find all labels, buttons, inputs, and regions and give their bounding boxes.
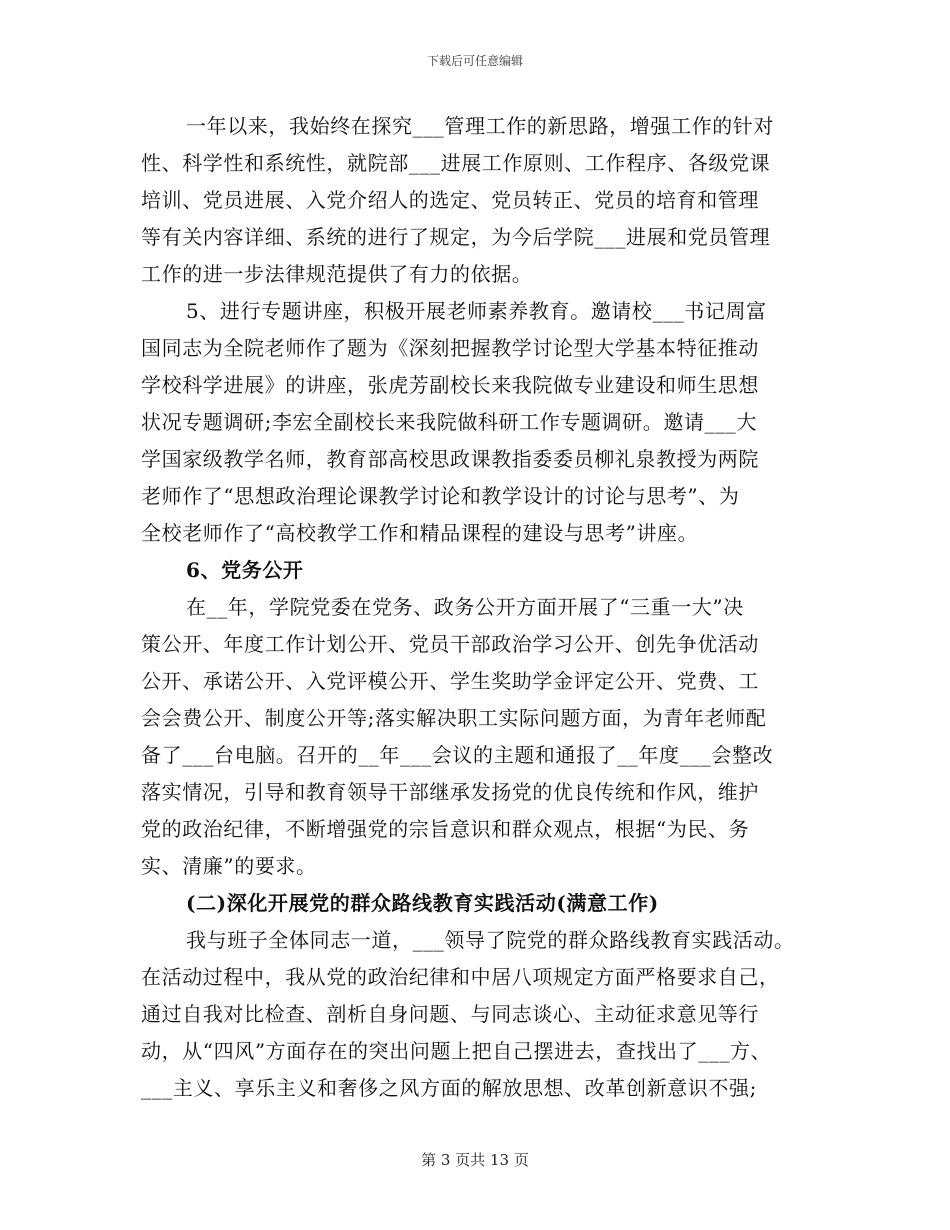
body-line: 动，从“四风”方面存在的突出问题上把自己摆进去，查找出了___方、 [141, 1039, 772, 1063]
body-line: 培训、党员进展、入党介绍人的选定、党员转正、党员的培育和管理 [141, 188, 759, 212]
body-line: ___主义、享乐主义和奢侈之风方面的解放思想、改革创新意识不强; [141, 1076, 757, 1100]
body-line: 状况专题调研;李宏全副校长来我院做科研工作专题调研。邀请___大 [141, 410, 757, 434]
body-line: 一年以来，我始终在探究___管理工作的新思路，增强工作的针对 [186, 114, 774, 138]
body-line: 策公开、年度工作计划公开、党员干部政治学习公开、创先争优活动 [141, 632, 759, 656]
body-line: 学国家级教学名师，教育部高校思政课教指委委员柳礼泉教授为两院 [141, 447, 759, 471]
body-line: 在活动过程中，我从党的政治纪律和中居八项规定方面严格要求自己， [141, 965, 780, 989]
body-line: 学校科学进展》的讲座，张虎芳副校长来我院做专业建设和师生思想 [141, 373, 759, 397]
body-line: 在__年，学院党委在党务、政务公开方面开展了“三重一大”决 [186, 595, 744, 619]
body-line: 公开、承诺公开、入党评模公开、学生奖助学金评定公开、党费、工 [141, 669, 759, 693]
body-line: 会会费公开、制度公开等;落实解决职工实际问题方面，为青年老师配 [141, 706, 767, 730]
section-heading: 6、党务公开 [186, 558, 304, 582]
body-line: 党的政治纪律，不断增强党的宗旨意识和群众观点，根据“为民、务 [141, 817, 750, 841]
body-line: 实、清廉”的要求。 [141, 854, 317, 878]
body-line: 国同志为全院老师作了题为《深刻把握教学讨论型大学基本特征推动 [141, 336, 759, 360]
body-line: 我与班子全体同志一道，___领导了院党的群众路线教育实践活动。 [186, 928, 795, 952]
body-line: 落实情况，引导和教育领导干部继承发扬党的优良传统和作风，维护 [141, 780, 759, 804]
page-number: 第 3 页共 13 页 [421, 1151, 529, 1169]
body-line: 老师作了“思想政治理论课教学讨论和教学设计的讨论与思考”、为 [141, 484, 740, 508]
body-line: 通过自我对比检查、剖析自身问题、与同志谈心、主动征求意见等行 [141, 1002, 759, 1026]
body-line: 工作的进一步法律规范提供了有力的依据。 [141, 262, 533, 286]
section-heading: (二)深化开展党的群众路线教育实践活动(满意工作) [186, 891, 659, 915]
body-line: 备了___台电脑。召开的__年___会议的主题和通报了__年度___会整改 [141, 743, 774, 767]
body-line: 5、进行专题讲座，积极开展老师素养教育。邀请校___书记周富 [186, 299, 767, 323]
download-note: 下载后可任意编辑 [426, 54, 523, 68]
body-line: 性、科学性和系统性，就院部___进展工作原则、工作程序、各级党课 [141, 151, 771, 175]
body-line: 等有关内容详细、系统的进行了规定，为今后学院___进展和党员管理 [141, 225, 771, 249]
body-line: 全校老师作了“高校教学工作和精品课程的建设与思考”讲座。 [141, 521, 699, 545]
